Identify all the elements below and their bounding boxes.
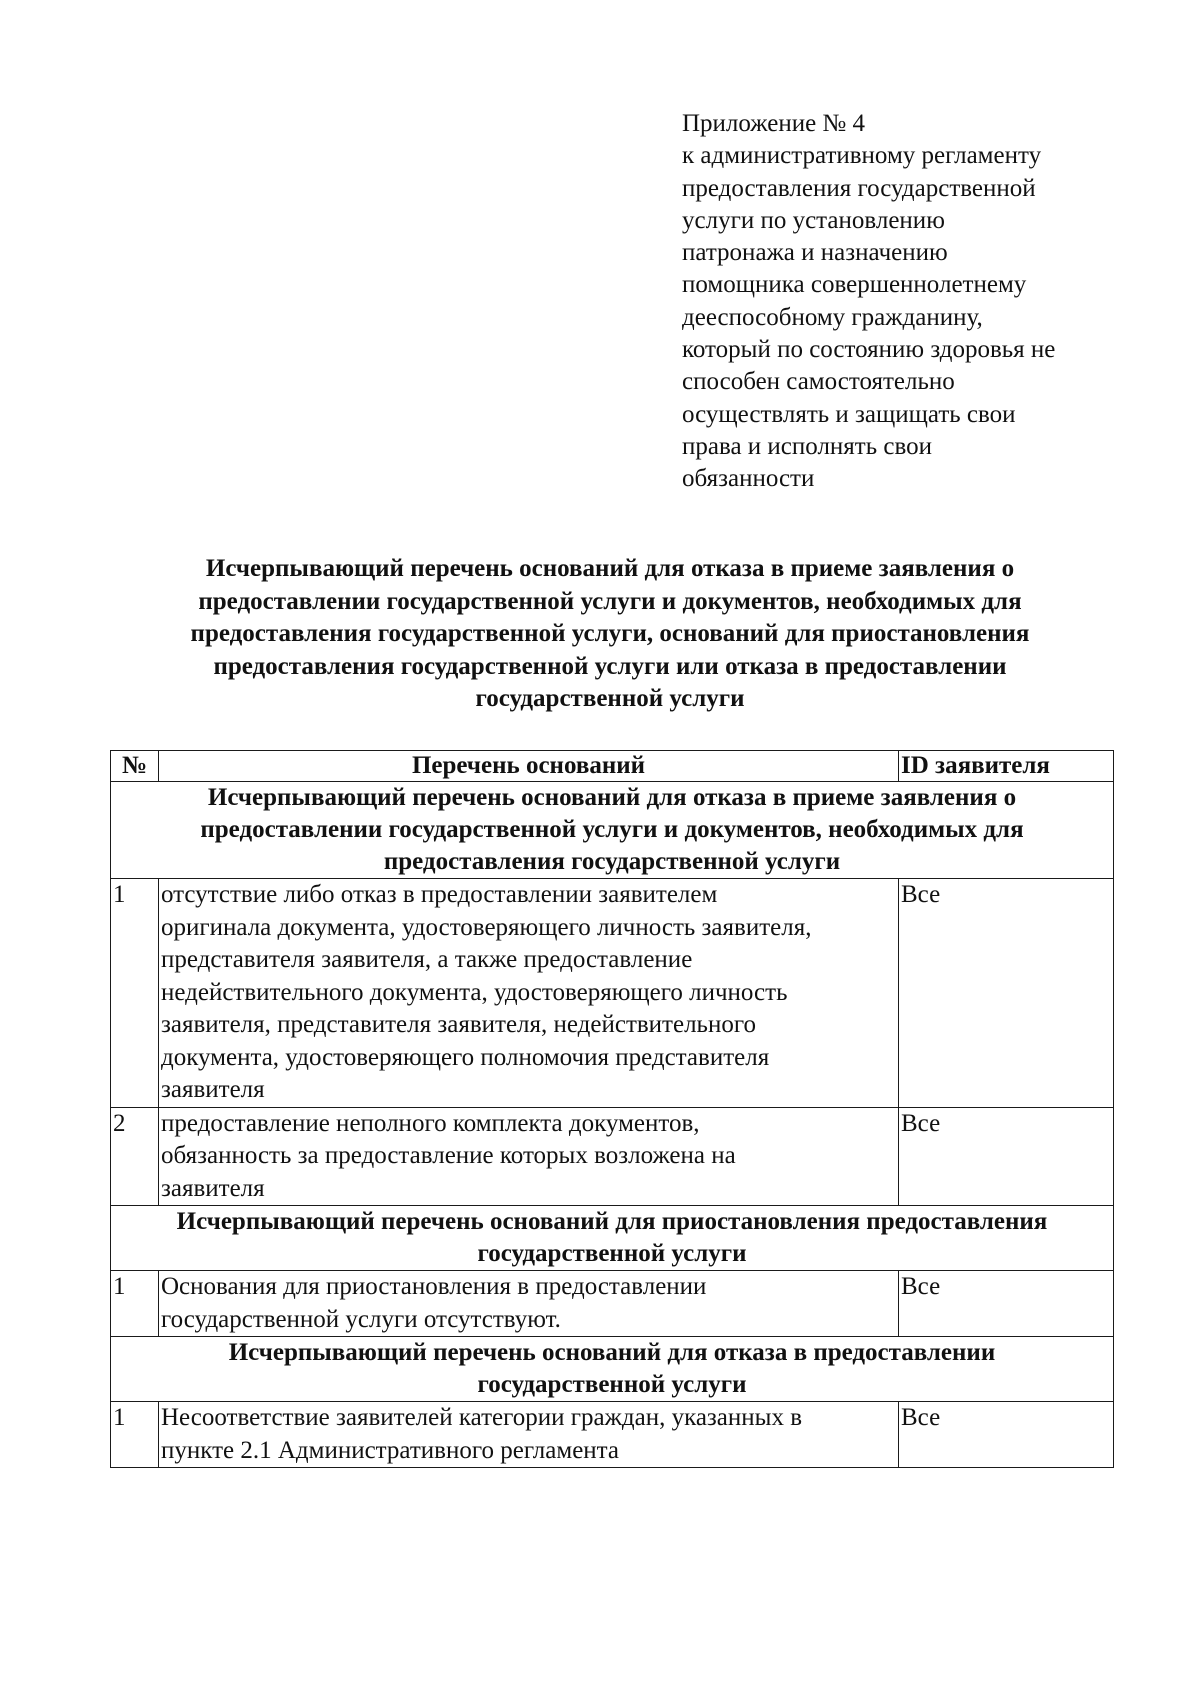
grounds-table <box>110 750 1114 1468</box>
appendix-line: обязанности <box>682 465 815 493</box>
row-number: 1 <box>111 1402 159 1468</box>
section-heading-line: предоставлении государственной услуги и документов, необходимых для <box>200 816 1024 843</box>
section-heading <box>111 782 1114 879</box>
section-heading-line: Исчерпывающий перечень оснований для приостановления предоставления <box>176 1208 1048 1235</box>
row-applicant-id: Все <box>899 1402 1114 1468</box>
section-heading-row <box>111 1206 1114 1271</box>
appendix-line: который по состоянию здоровья не <box>682 336 1056 364</box>
text-line: Несоответствие заявителей категории граждан, указанных в <box>161 1404 803 1431</box>
text-line: пункте 2.1 Административного регламента <box>161 1436 619 1464</box>
text-line: обязанность за предоставление которых возложена на <box>161 1142 736 1169</box>
row-number: 2 <box>111 1107 159 1206</box>
appendix-line: услуги по установлению <box>682 206 945 234</box>
text-line: представителя заявителя, а также предоставление <box>161 946 693 973</box>
row-grounds-text <box>159 1271 899 1337</box>
section-heading <box>111 1206 1114 1271</box>
section-heading-row <box>111 1337 1114 1402</box>
section-heading-row <box>111 782 1114 879</box>
title-line: государственной услуги <box>475 685 745 712</box>
table-header-row <box>111 751 1114 782</box>
table-row <box>111 879 1114 1108</box>
appendix-line: способен самостоятельно <box>682 368 955 396</box>
text-line: недействительного документа, удостоверяющего личность <box>161 978 788 1006</box>
text-line: предоставление неполного комплекта документов, <box>161 1109 700 1137</box>
title-line: предоставления государственной услуги, оснований для приостановления <box>190 620 1030 647</box>
appendix-line: Приложение № 4 <box>682 110 866 137</box>
row-grounds-text <box>159 1107 899 1206</box>
text-line: оригинала документа, удостоверяющего личность заявителя, <box>161 913 812 941</box>
title-line: предоставлении государственной услуги и документов, необходимых для <box>198 587 1022 615</box>
appendix-line: дееспособному гражданину, <box>682 303 983 331</box>
row-applicant-id: Все <box>899 1271 1114 1337</box>
row-number: 1 <box>111 1271 159 1337</box>
text-line: отсутствие либо отказ в предоставлении заявителем <box>161 881 718 908</box>
header-grounds: Перечень оснований <box>159 751 899 782</box>
appendix-line: права и исполнять свои <box>682 432 932 460</box>
section-heading-line: предоставления государственной услуги <box>383 848 841 875</box>
row-applicant-id: Все <box>899 1107 1114 1206</box>
appendix-line: патронажа и назначению <box>682 239 948 267</box>
row-grounds-text <box>159 1402 899 1468</box>
text-line: заявителя <box>161 1076 265 1103</box>
table-row <box>111 1107 1114 1206</box>
appendix-line: предоставления государственной <box>682 174 1036 202</box>
section-heading <box>111 1337 1114 1402</box>
text-line: Основания для приостановления в предоставлении <box>161 1273 707 1300</box>
appendix-block <box>682 108 1142 496</box>
text-line: документа, удостоверяющего полномочия представителя <box>161 1043 770 1071</box>
section-heading-line: государственной услуги <box>477 1240 747 1267</box>
title-line: Исчерпывающий перечень оснований для отказа в приеме заявления о <box>205 555 1015 582</box>
appendix-line: помощника совершеннолетнему <box>682 271 1027 299</box>
text-line: заявителя <box>161 1174 265 1202</box>
text-line: заявителя, представителя заявителя, недействительного <box>161 1011 756 1038</box>
row-applicant-id: Все <box>899 879 1114 1108</box>
section-heading-line: Исчерпывающий перечень оснований для отказа в приеме заявления о <box>207 784 1017 811</box>
document-title <box>110 553 1110 716</box>
row-grounds-text <box>159 879 899 1108</box>
section-heading-line: Исчерпывающий перечень оснований для отказа в предоставлении <box>228 1339 996 1366</box>
header-applicant-id: ID заявителя <box>899 751 1114 782</box>
title-line: предоставления государственной услуги или отказа в предоставлении <box>213 652 1007 680</box>
section-heading-line: государственной услуги <box>477 1371 747 1398</box>
header-number: № <box>111 751 159 782</box>
appendix-line: осуществлять и защищать свои <box>682 400 1016 428</box>
text-line: государственной услуги отсутствуют. <box>161 1305 561 1333</box>
appendix-line: к административному регламенту <box>682 142 1042 170</box>
table-row <box>111 1402 1114 1468</box>
table-row <box>111 1271 1114 1337</box>
row-number: 1 <box>111 879 159 1108</box>
